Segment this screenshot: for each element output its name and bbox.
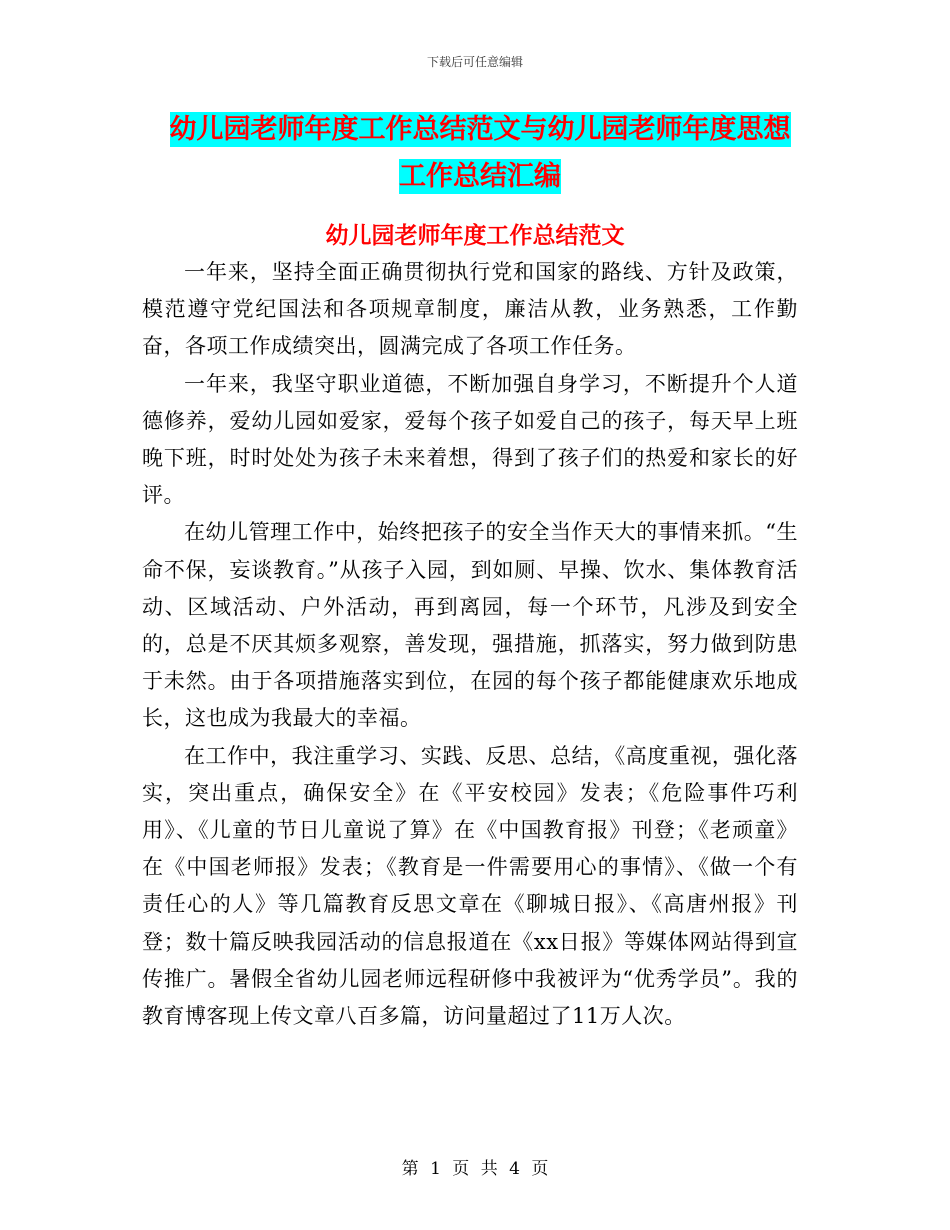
document-title-line-2: 工作总结汇编 bbox=[399, 161, 561, 192]
document-title bbox=[150, 106, 810, 200]
document-title-line-1: 幼儿园老师年度工作总结范文与幼儿园老师年度思想 bbox=[169, 114, 791, 145]
section-title: 幼儿园老师年度工作总结范文 bbox=[325, 223, 625, 249]
body-paragraph: 一年来，坚持全面正确贯彻执行党和国家的路线、方针及政策，模范遵守党纪国法和各项规章制度，廉洁从教，业务熟悉，工作勤奋，各项工作成绩突出，圆满完成了各项工作任务。 bbox=[142, 260, 798, 359]
body-paragraph: 一年来，我坚守职业道德，不断加强自身学习，不断提升个人道德修养，爱幼儿园如爱家，爱每个孩子如爱自己的孩子，每天早上班晚下班，时时处处为孩子未来着想，得到了孩子们的热爱和家长的好评。 bbox=[142, 371, 798, 508]
document-body bbox=[142, 254, 798, 1035]
body-paragraph: 在工作中，我注重学习、实践、反思、总结，《高度重视，强化落实，突出重点，确保安全》在《平安校园》发表；《危险事件巧利用》、《儿童的节日儿童说了算》在《中国教育报》刊登；《老顽童》在《中国老师报》发表；《教育是一件需要用心的事情》、《做一个有责任心的人》等几篇教育反思文章在《聊城日报》、《高唐州报》刊登；数十篇反映我园活动的信息报道在《xx日报》等媒体网站得到宣传推广。暑假全省幼儿园老师远程研修中我被评为“优秀学员”。我的教育博客现上传文章八百多篇，访问量超过了11万人次。 bbox=[142, 743, 798, 1029]
page-header-note: 下载后可任意编辑 bbox=[426, 55, 523, 69]
body-paragraph: 在幼儿管理工作中，始终把孩子的安全当作天大的事情来抓。“生命不保，妄谈教育。”从孩子入园，到如厕、早操、饮水、集体教育活动、区域活动、户外活动，再到离园，每一个环节，凡涉及到安全的，总是不厌其烦多观察，善发现，强措施，抓落实，努力做到防患于未然。由于各项措施落实到位，在园的每个孩子都能健康欢乐地成长，这也成为我最大的幸福。 bbox=[142, 520, 798, 731]
page-number-footer: 第 1 页 共 4 页 bbox=[401, 1159, 549, 1179]
